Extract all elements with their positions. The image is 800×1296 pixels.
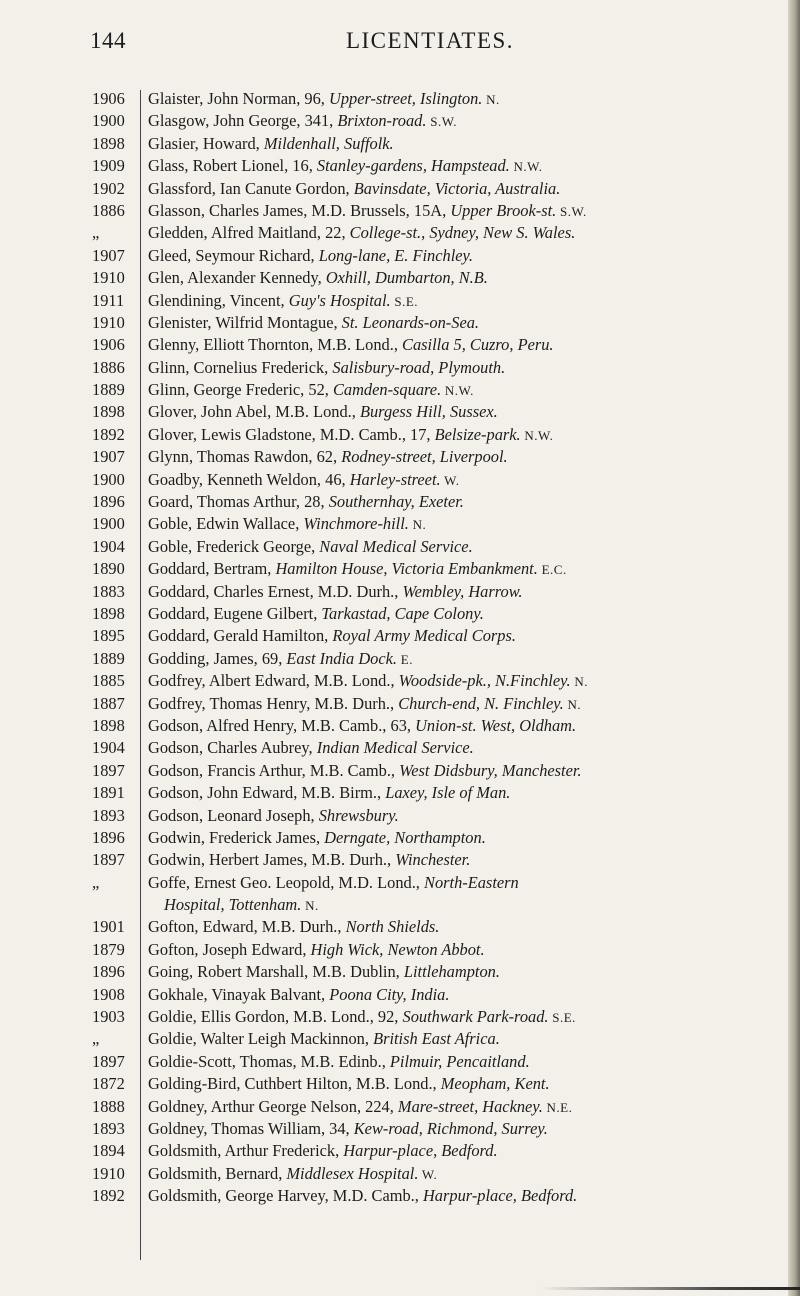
- entry-address: Church-end, N. Finchley.: [398, 693, 564, 713]
- entry-postal-district: S.E.: [548, 1010, 576, 1026]
- entry-text: [148, 88, 500, 111]
- entry-name: Glasgow, John George, 341,: [148, 111, 338, 131]
- entry-year: 1902: [92, 178, 125, 198]
- entry-postal-district: E.C.: [537, 562, 567, 578]
- entry-text: [148, 334, 554, 357]
- entry-year: 1904: [92, 738, 125, 758]
- entry-postal-district: N.: [408, 517, 427, 533]
- entry-name: Godfrey, Thomas Henry, M.B. Durh.,: [148, 693, 399, 713]
- entry-year: 1906: [92, 89, 125, 108]
- entry-address: St. Leonards-on-Sea.: [341, 312, 480, 332]
- entry-year: 1872: [92, 1074, 125, 1094]
- list-item: [92, 984, 782, 1006]
- entry-name: Going, Robert Marshall, M.B. Dublin,: [148, 962, 404, 982]
- entry-text: [148, 872, 519, 895]
- entry-name: Godfrey, Albert Edward, M.B. Lond.,: [148, 671, 399, 691]
- entry-address: North-Eastern: [424, 872, 519, 892]
- entry-postal-district: S.W.: [556, 203, 587, 219]
- entry-address: Pilmuir, Pencaitland.: [389, 1051, 530, 1071]
- entry-text: [148, 1028, 500, 1051]
- entry-text: [148, 849, 470, 872]
- entry-year: 1898: [92, 603, 125, 623]
- list-item: [92, 625, 782, 647]
- entry-postal-district: N.: [482, 92, 500, 107]
- entry-address: Salisbury-road, Plymouth.: [332, 357, 506, 377]
- entry-name: Glover, Lewis Gladstone, M.D. Camb., 17,: [148, 424, 435, 444]
- entry-text: [148, 693, 581, 716]
- entry-address: Upper Brook-st.: [450, 200, 557, 220]
- list-item: [92, 581, 782, 603]
- entry-year: 1886: [92, 357, 125, 377]
- entry-year: 1910: [92, 312, 125, 332]
- entry-text: [148, 827, 486, 850]
- entry-postal-district: N.: [570, 674, 588, 690]
- entry-name: Goldie, Ellis Gordon, M.B. Lond., 92,: [148, 1007, 403, 1027]
- entry-address: North Shields.: [345, 917, 440, 937]
- entry-text: [148, 939, 485, 962]
- entry-address: Poona City, India.: [329, 984, 450, 1004]
- entry-postal-district: N.W.: [520, 427, 554, 443]
- entry-text: [148, 670, 588, 693]
- list-item: [92, 715, 782, 737]
- entry-text: [148, 625, 516, 648]
- entry-text: [148, 961, 500, 984]
- entry-name: Glassford, Ian Canute Gordon,: [148, 178, 354, 198]
- entry-name: Goldney, Thomas William, 34,: [148, 1118, 354, 1138]
- entry-address: Guy's Hospital.: [288, 290, 391, 310]
- list-item: [92, 110, 782, 132]
- list-item: [92, 670, 782, 692]
- entry-address: Littlehampton.: [403, 962, 500, 982]
- entry-year: 1896: [92, 962, 125, 982]
- list-item: [92, 916, 782, 938]
- list-item: [92, 849, 782, 871]
- entry-name: Godson, Leonard Joseph,: [148, 805, 319, 825]
- entry-address: Burgess Hill, Sussex.: [359, 402, 498, 422]
- entry-name: Glover, John Abel, M.B. Lond.,: [148, 402, 360, 422]
- entry-postal-district: N.W.: [441, 383, 474, 399]
- entry-text: [148, 1163, 437, 1186]
- entry-address: Stanley-gardens, Hampstead.: [316, 156, 510, 176]
- list-item: [92, 1118, 782, 1140]
- entry-text: [148, 267, 488, 290]
- entry-name: Glen, Alexander Kennedy,: [148, 268, 326, 288]
- list-item: [92, 1006, 782, 1028]
- entry-year: 1906: [92, 335, 125, 355]
- entry-year: 1910: [92, 1163, 125, 1183]
- list-item: [92, 200, 782, 222]
- list-item: [92, 491, 782, 513]
- list-item: [92, 1028, 782, 1050]
- entry-postal-district: S.E.: [390, 293, 419, 309]
- entry-year: 1879: [92, 939, 125, 959]
- entry-year: 1886: [92, 200, 125, 220]
- entry-text: [164, 894, 319, 917]
- entry-text: [148, 424, 553, 447]
- entry-address: College-st., Sydney, New S. Wales.: [349, 223, 576, 243]
- entry-text: [148, 178, 560, 201]
- entry-postal-district: W.: [440, 472, 460, 488]
- entry-name: Goddard, Gerald Hamilton,: [148, 626, 333, 646]
- entry-text: [148, 760, 582, 783]
- page-edge-shadow: [540, 1287, 800, 1290]
- entry-year: 1897: [92, 1051, 125, 1071]
- entry-name: Golding-Bird, Cuthbert Hilton, M.B. Lond.,: [148, 1074, 441, 1094]
- entry-address: High Wick, Newton Abbot.: [310, 939, 485, 959]
- list-item: [92, 760, 782, 782]
- entry-address: Wembley, Harrow.: [402, 581, 523, 601]
- entry-address: Hospital, Tottenham.: [164, 895, 302, 915]
- entry-address: Meopham, Kent.: [440, 1074, 550, 1094]
- entry-address: Winchmore-hill.: [303, 514, 409, 534]
- entry-postal-district: N.: [563, 696, 582, 712]
- entry-text: [148, 737, 474, 760]
- entry-name: Gofton, Joseph Edward,: [148, 939, 311, 959]
- entry-year: 1891: [92, 783, 125, 803]
- entry-name: Glenister, Wilfrid Montague,: [148, 312, 342, 332]
- entry-year: 1892: [92, 1186, 125, 1206]
- list-item: [92, 1185, 782, 1207]
- entry-year: 1885: [92, 671, 125, 691]
- entry-text: [148, 1140, 498, 1163]
- entry-address: Winchester.: [395, 850, 471, 870]
- entry-address: Upper-street, Islington.: [328, 89, 483, 108]
- entry-address: Mildenhall, Suffolk.: [263, 133, 394, 153]
- entry-name: Glass, Robert Lionel, 16,: [148, 156, 317, 176]
- entry-year: „: [92, 872, 100, 892]
- entry-name: Goldsmith, Bernard,: [148, 1163, 287, 1183]
- entry-year: 1904: [92, 536, 125, 556]
- entry-name: Goddard, Eugene Gilbert,: [148, 603, 322, 623]
- list-item: [92, 312, 782, 334]
- entry-year: 1896: [92, 492, 125, 512]
- entry-name: Goffe, Ernest Geo. Leopold, M.D. Lond.,: [148, 872, 425, 892]
- entry-text: [148, 312, 479, 335]
- list-item: [92, 1163, 782, 1185]
- page-edge: [788, 0, 800, 1296]
- entry-year: 1893: [92, 805, 125, 825]
- entry-name: Glinn, George Frederic, 52,: [148, 380, 333, 400]
- entry-text: [148, 805, 399, 828]
- entry-name: Goldney, Arthur George Nelson, 224,: [148, 1096, 398, 1116]
- entry-year: 1892: [92, 424, 125, 444]
- entry-name: Goldie, Walter Leigh Mackinnon,: [148, 1029, 374, 1049]
- entry-year: 1888: [92, 1096, 125, 1116]
- entry-address: Middlesex Hospital.: [286, 1163, 419, 1183]
- entry-address: Southwark Park-road.: [402, 1007, 549, 1027]
- entry-year: 1909: [92, 156, 125, 176]
- entry-year: 1896: [92, 827, 125, 847]
- entry-name: Godwin, Herbert James, M.B. Durh.,: [148, 850, 396, 870]
- entry-postal-district: W.: [418, 1166, 438, 1182]
- list-item: [92, 1096, 782, 1118]
- entry-name: Gofton, Edward, M.B. Durh.,: [148, 917, 346, 937]
- entry-name: Goard, Thomas Arthur, 28,: [148, 492, 329, 512]
- page-header: [90, 28, 770, 58]
- entry-year: 1903: [92, 1007, 125, 1027]
- entry-name: Godson, Alfred Henry, M.B. Camb., 63,: [148, 715, 416, 735]
- entry-name: Godwin, Frederick James,: [148, 827, 325, 847]
- list-item: [92, 379, 782, 401]
- entry-name: Godding, James, 69,: [148, 648, 287, 668]
- list-item: [92, 558, 782, 580]
- entry-year: 1901: [92, 917, 125, 937]
- entry-year: 1894: [92, 1141, 125, 1161]
- entry-name: Godson, Francis Arthur, M.B. Camb.,: [148, 760, 400, 780]
- entry-address: East India Dock.: [286, 648, 398, 668]
- entry-text: [148, 357, 505, 380]
- entry-address: Casilla 5, Cuzro, Peru.: [402, 335, 554, 355]
- list-item: [92, 401, 782, 423]
- entry-address: Derngate, Northampton.: [324, 827, 486, 847]
- entry-text: [148, 200, 587, 223]
- entry-address: Hamilton House, Victoria Embankment.: [275, 559, 538, 579]
- entry-name: Goldie-Scott, Thomas, M.B. Edinb.,: [148, 1051, 390, 1071]
- entry-name: Glinn, Cornelius Frederick,: [148, 357, 333, 377]
- list-item: [92, 88, 782, 110]
- entry-address: Oxhill, Dumbarton, N.B.: [325, 268, 488, 288]
- list-item: [92, 245, 782, 267]
- entry-address: British East Africa.: [373, 1029, 500, 1049]
- entry-text: [148, 513, 426, 536]
- list-item: [92, 782, 782, 804]
- entry-text: [148, 133, 394, 156]
- entry-text: [148, 581, 523, 604]
- entry-address: Union-st. West, Oldham.: [415, 715, 577, 735]
- entry-postal-district: N.W.: [509, 159, 543, 175]
- list-item: [92, 693, 782, 715]
- entry-text: [148, 782, 510, 805]
- list-item: [92, 155, 782, 177]
- entry-address: Southernhay, Exeter.: [328, 492, 464, 512]
- entry-year: „: [92, 1029, 100, 1049]
- entry-name: Goddard, Charles Ernest, M.D. Durh.,: [148, 581, 403, 601]
- entry-address: Shrewsbury.: [318, 805, 399, 825]
- entry-text: [148, 245, 473, 268]
- entry-name: Goble, Frederick George,: [148, 536, 320, 556]
- list-item: [92, 939, 782, 961]
- entry-name: Godson, Charles Aubrey,: [148, 738, 317, 758]
- entry-text: [148, 155, 543, 178]
- entry-year: 1907: [92, 245, 125, 265]
- list-item: [92, 1073, 782, 1095]
- list-item: [92, 648, 782, 670]
- list-item: [92, 267, 782, 289]
- entry-address: Naval Medical Service.: [319, 536, 473, 556]
- list-item: [92, 1051, 782, 1073]
- list-item: [92, 827, 782, 849]
- entry-year: 1908: [92, 984, 125, 1004]
- entry-name: Glenny, Elliott Thornton, M.B. Lond.,: [148, 335, 403, 355]
- entry-year: 1900: [92, 514, 125, 534]
- entry-text: [148, 401, 498, 424]
- entry-address: Rodney-street, Liverpool.: [341, 447, 508, 467]
- entry-year: 1890: [92, 559, 125, 579]
- entry-text: [148, 916, 439, 939]
- entry-text: [148, 1096, 572, 1119]
- entry-year: 1898: [92, 133, 125, 153]
- entry-year: 1911: [92, 290, 125, 310]
- entry-year: 1898: [92, 402, 125, 422]
- entry-text: [148, 290, 418, 313]
- list-item: [92, 603, 782, 625]
- entry-address: Belsize-park.: [434, 424, 521, 444]
- list-item: [92, 222, 782, 244]
- entry-postal-district: E.: [397, 651, 413, 667]
- list-item: [92, 133, 782, 155]
- entry-address: Harley-street.: [349, 469, 441, 489]
- entry-name: Gleed, Seymour Richard,: [148, 245, 319, 265]
- licentiates-list: [92, 88, 782, 1208]
- list-item: [92, 178, 782, 200]
- list-item: [92, 872, 782, 894]
- entry-name: Goldsmith, George Harvey, M.D. Camb.,: [148, 1186, 423, 1206]
- list-item: [92, 334, 782, 356]
- entry-address: Bavinsdate, Victoria, Australia.: [353, 178, 561, 198]
- entry-address: Camden-square.: [332, 380, 442, 400]
- entry-text: [148, 1006, 576, 1029]
- entry-year: 1895: [92, 626, 125, 646]
- entry-text: [148, 603, 484, 626]
- entry-text: [148, 1118, 548, 1141]
- entry-year: 1893: [92, 1118, 125, 1138]
- entry-text: [148, 379, 474, 402]
- entry-text: [148, 558, 567, 581]
- entry-name: Glasson, Charles James, M.D. Brussels, 15A,: [148, 200, 451, 220]
- entry-address: Tarkastad, Cape Colony.: [321, 603, 484, 623]
- entry-address: Woodside-pk., N.Finchley.: [398, 671, 571, 691]
- entry-postal-district: N.E.: [542, 1099, 573, 1115]
- entry-text: [148, 1185, 577, 1208]
- entry-text: [148, 222, 575, 245]
- entry-name: Glasier, Howard,: [148, 133, 264, 153]
- entry-address: Indian Medical Service.: [316, 738, 474, 758]
- entry-address: Laxey, Isle of Man.: [385, 783, 511, 803]
- entry-text: [148, 446, 508, 469]
- entry-year: 1900: [92, 111, 125, 131]
- entry-address: Harpur-place, Bedford.: [422, 1186, 578, 1206]
- running-title: LICENTIATES.: [345, 28, 515, 53]
- entry-year: 1897: [92, 760, 125, 780]
- entry-postal-district: S.W.: [426, 114, 458, 130]
- list-item: [92, 446, 782, 468]
- entry-name: Gledden, Alfred Maitland, 22,: [148, 223, 350, 243]
- entry-year: 1900: [92, 469, 125, 489]
- entry-year: 1883: [92, 581, 125, 601]
- list-item: [92, 1140, 782, 1162]
- list-item: [92, 536, 782, 558]
- entry-year: 1889: [92, 648, 125, 668]
- entry-name: Goldsmith, Arthur Frederick,: [148, 1141, 344, 1161]
- list-item: [92, 894, 782, 916]
- entry-address: Mare-street, Hackney.: [397, 1096, 543, 1116]
- entry-year: 1887: [92, 693, 125, 713]
- entry-name: Goble, Edwin Wallace,: [148, 514, 304, 534]
- entry-text: [148, 715, 576, 738]
- entry-name: Godson, John Edward, M.B. Birm.,: [148, 783, 386, 803]
- entry-text: [148, 984, 449, 1007]
- list-item: [92, 469, 782, 491]
- entry-text: [148, 110, 457, 133]
- entry-year: 1910: [92, 268, 125, 288]
- entry-name: Goddard, Bertram,: [148, 559, 276, 579]
- entry-address: Kew-road, Richmond, Surrey.: [353, 1118, 548, 1138]
- entry-year: 1897: [92, 850, 125, 870]
- list-item: [92, 961, 782, 983]
- page-number: 144: [90, 28, 126, 53]
- entry-name: Glendining, Vincent,: [148, 290, 289, 310]
- entry-address: Brixton-road.: [337, 111, 427, 131]
- entry-name: Glynn, Thomas Rawdon, 62,: [148, 447, 342, 467]
- entry-text: [148, 536, 473, 559]
- entry-address: West Didsbury, Manchester.: [399, 760, 582, 780]
- entry-address: Harpur-place, Bedford.: [343, 1141, 498, 1161]
- entry-text: [148, 648, 413, 671]
- entry-name: Gokhale, Vinayak Balvant,: [148, 984, 330, 1004]
- entry-year: 1907: [92, 447, 125, 467]
- list-item: [92, 513, 782, 535]
- entry-text: [148, 491, 464, 514]
- list-item: [92, 357, 782, 379]
- list-item: [92, 737, 782, 759]
- entry-name: Glaister, John Norman, 96,: [148, 89, 329, 108]
- entry-address: Royal Army Medical Corps.: [332, 626, 516, 646]
- entry-year: „: [92, 223, 100, 243]
- entry-text: [148, 469, 459, 492]
- list-item: [92, 290, 782, 312]
- entry-year: 1889: [92, 380, 125, 400]
- entry-text: [148, 1051, 530, 1074]
- entry-postal-district: N.: [301, 898, 319, 914]
- list-item: [92, 424, 782, 446]
- entry-year: 1898: [92, 715, 125, 735]
- entry-address: Long-lane, E. Finchley.: [318, 245, 474, 265]
- list-item: [92, 805, 782, 827]
- entry-text: [148, 1073, 550, 1096]
- entry-name: Goadby, Kenneth Weldon, 46,: [148, 469, 350, 489]
